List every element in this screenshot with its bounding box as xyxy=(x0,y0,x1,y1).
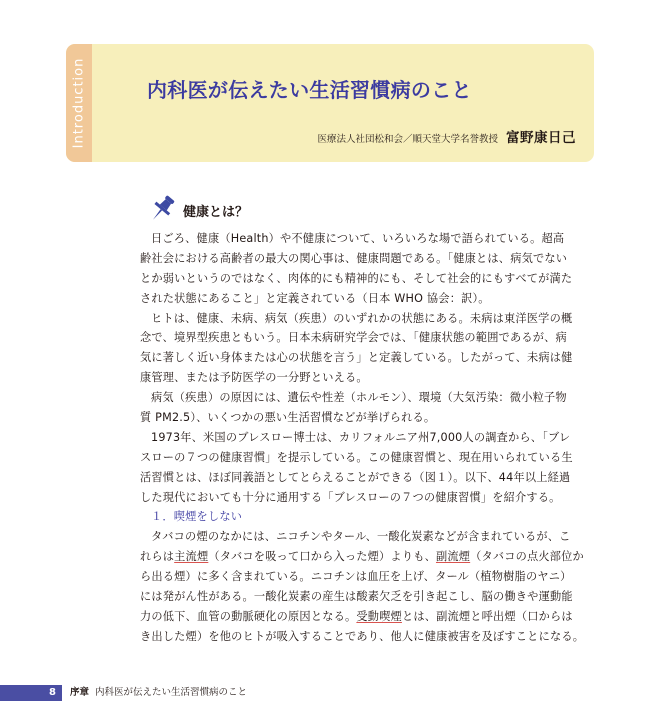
body-line: 1973年、米国のブレスロー博士は、カリフォルニア州7,000人の調査から、「ブレ xyxy=(151,430,571,444)
introduction-tab xyxy=(66,44,92,162)
text-run: れらは xyxy=(140,550,175,564)
body-line: とか弱いというのではなく、肉体的にも精神的にも、そして社会的にもすべてが満た xyxy=(140,271,573,285)
author-affiliation: 医療法人社団松和会／順天堂大学名誉教授 xyxy=(317,134,498,145)
body-line: した現代においても十分に通用する「ブレスローの７つの健康習慣」を紹介する。 xyxy=(140,490,561,504)
underlined-term: 主流煙 xyxy=(174,550,209,564)
body-line: ヒトは、健康、未病、病気（疾患）のいずれかの状態にある。未病は東洋医学の概 xyxy=(151,311,573,325)
section-heading xyxy=(145,192,248,226)
body-line xyxy=(140,607,598,627)
chapter-header xyxy=(66,44,594,162)
underlined-term: 受動喫煙 xyxy=(356,609,402,623)
running-footer xyxy=(70,685,247,701)
subsection-heading: １．喫煙をしない xyxy=(151,510,243,524)
author-line xyxy=(317,126,576,146)
body-line: 念で、境界型疾患ともいう。日本未病研究学会では、「健康状態の範囲であるが、病 xyxy=(140,331,567,345)
body-line: スローの７つの健康習慣」を提示している。この健康習慣と、現在用いられている生 xyxy=(140,450,573,464)
author-name: 富野康日己 xyxy=(506,130,576,146)
introduction-label: Introduction xyxy=(71,57,87,149)
text-run: とは、副流煙と呼出煙（口からは xyxy=(401,609,573,623)
body-line: 日ごろ、健康（Health）や不健康について、いろいろな場で語られている。超高 xyxy=(151,232,565,245)
page-number-bar xyxy=(0,685,62,701)
body-line: タバコの煙のなかには、ニコチンやタール、一酸化炭素などが含まれているが、こ xyxy=(151,530,571,544)
footer-chapter: 序章 xyxy=(70,687,90,698)
body-line: 質 PM2.5）、いくつかの悪い生活習慣などが挙げられる。 xyxy=(140,411,436,425)
body-line: には発がん性がある。一酸化炭素の産生は酸素欠乏を引き起こし、脳の働きや運動能 xyxy=(140,590,573,604)
section-title: 健康とは？ xyxy=(183,204,249,220)
body-line: 活習慣とは、ほぼ同義語としてとらえることができる（図１）。以下、44年以上経過 xyxy=(140,470,571,484)
chapter-title: 内科医が伝えたい生活習慣病のこと xyxy=(147,78,472,102)
body-line: 康管理、または予防医学の一分野といえる。 xyxy=(140,371,368,385)
text-run: （タバコを吸って口から入った煙）よりも、 xyxy=(208,550,436,564)
body-text xyxy=(140,229,598,647)
body-line: 病気（疾患）の原因には、遺伝や性差（ホルモン）、環境（大気汚染：微小粒子物 xyxy=(151,391,567,405)
text-run: 力の低下、血管の動脈硬化の原因となる。 xyxy=(140,609,357,623)
body-line: 気に著しく近い身体または心の状態を言う」と定義している。したがって、未病は健 xyxy=(140,351,573,365)
body-line: ら出る煙）に多く含まれている。ニコチンは血圧を上げ、タール（植物樹脂のヤニ） xyxy=(140,570,572,584)
pushpin-icon xyxy=(145,192,179,226)
footer-chapter-title: 内科医が伝えたい生活習慣病のこと xyxy=(95,687,248,698)
underlined-term: 副流煙 xyxy=(435,550,471,564)
body-line xyxy=(140,547,598,567)
body-line: き出した煙）を他のヒトが吸入することであり、他人に健康被害を及ぼすことになる。 xyxy=(140,629,585,643)
body-line: された状態にあること」と定義されている（日本 WHO 協会：訳）。 xyxy=(140,291,490,305)
page-number: 8 xyxy=(49,687,56,698)
body-line: 齢社会における高齢者の最大の関心事は、健康問題である。「健康とは、病気でない xyxy=(140,251,568,265)
text-run: （タバコの点火部位か xyxy=(470,550,584,564)
